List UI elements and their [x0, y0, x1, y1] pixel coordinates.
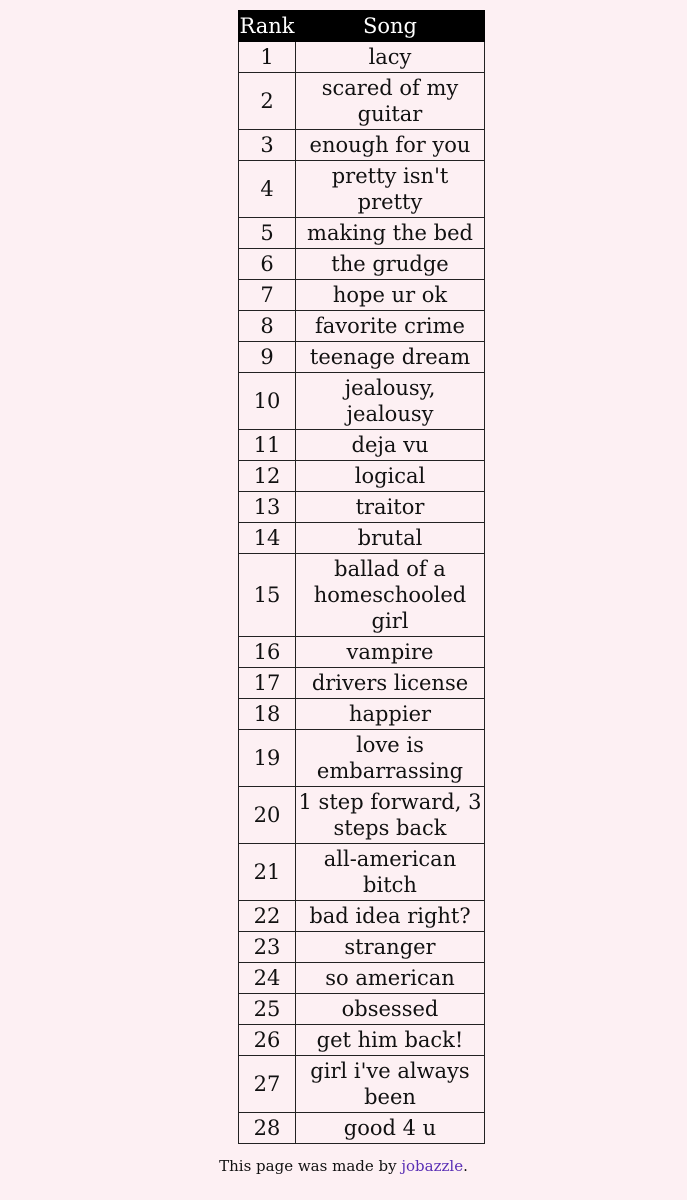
table-row	[239, 668, 485, 699]
rank-cell: 11	[239, 430, 296, 461]
song-cell: happier	[296, 699, 485, 730]
rank-cell: 1	[239, 42, 296, 73]
song-cell: stranger	[296, 932, 485, 963]
song-cell: enough for you	[296, 130, 485, 161]
footer-suffix: .	[463, 1157, 468, 1175]
rank-cell: 23	[239, 932, 296, 963]
table-row	[239, 1056, 485, 1113]
song-cell: good 4 u	[296, 1113, 485, 1144]
table-body	[239, 42, 485, 1144]
table-row	[239, 373, 485, 430]
table-row	[239, 730, 485, 787]
rank-cell: 14	[239, 523, 296, 554]
rank-cell: 5	[239, 218, 296, 249]
rank-cell: 2	[239, 73, 296, 130]
table-row	[239, 342, 485, 373]
rank-cell: 4	[239, 161, 296, 218]
song-cell: teenage dream	[296, 342, 485, 373]
song-cell: making the bed	[296, 218, 485, 249]
song-cell: brutal	[296, 523, 485, 554]
author-link[interactable]: jobazzle	[401, 1157, 464, 1175]
rank-cell: 7	[239, 280, 296, 311]
song-cell: the grudge	[296, 249, 485, 280]
song-cell: vampire	[296, 637, 485, 668]
table-row	[239, 699, 485, 730]
table-row	[239, 844, 485, 901]
rank-cell: 12	[239, 461, 296, 492]
rank-cell: 9	[239, 342, 296, 373]
song-cell: get him back!	[296, 1025, 485, 1056]
table-row	[239, 280, 485, 311]
song-cell: jealousy, jealousy	[296, 373, 485, 430]
table-row	[239, 994, 485, 1025]
table-row	[239, 554, 485, 637]
table-row	[239, 963, 485, 994]
rank-cell: 18	[239, 699, 296, 730]
song-cell: lacy	[296, 42, 485, 73]
rank-cell: 8	[239, 311, 296, 342]
rank-cell: 17	[239, 668, 296, 699]
song-cell: obsessed	[296, 994, 485, 1025]
footer-text: This page was made by	[219, 1157, 402, 1175]
song-column-header: Song	[296, 11, 485, 42]
table-row	[239, 492, 485, 523]
rank-cell: 26	[239, 1025, 296, 1056]
rank-cell: 13	[239, 492, 296, 523]
song-cell: so american	[296, 963, 485, 994]
rank-cell: 22	[239, 901, 296, 932]
song-cell: drivers license	[296, 668, 485, 699]
song-cell: traitor	[296, 492, 485, 523]
rank-cell: 10	[239, 373, 296, 430]
song-cell: logical	[296, 461, 485, 492]
song-cell: 1 step forward, 3 steps back	[296, 787, 485, 844]
song-cell: pretty isn't pretty	[296, 161, 485, 218]
ranking-table	[238, 10, 485, 1144]
song-cell: hope ur ok	[296, 280, 485, 311]
rank-cell: 24	[239, 963, 296, 994]
song-cell: love is embarrassing	[296, 730, 485, 787]
rank-cell: 19	[239, 730, 296, 787]
table-row	[239, 787, 485, 844]
rank-cell: 6	[239, 249, 296, 280]
footer	[0, 1156, 687, 1176]
rank-cell: 16	[239, 637, 296, 668]
rank-cell: 25	[239, 994, 296, 1025]
rank-cell: 3	[239, 130, 296, 161]
song-cell: bad idea right?	[296, 901, 485, 932]
rank-column-header: Rank	[239, 11, 296, 42]
table-row	[239, 932, 485, 963]
rank-cell: 20	[239, 787, 296, 844]
table-row	[239, 161, 485, 218]
song-cell: girl i've always been	[296, 1056, 485, 1113]
table-row	[239, 218, 485, 249]
table-row	[239, 249, 485, 280]
table-row	[239, 637, 485, 668]
table-row	[239, 42, 485, 73]
rank-cell: 27	[239, 1056, 296, 1113]
song-cell: favorite crime	[296, 311, 485, 342]
rank-cell: 15	[239, 554, 296, 637]
song-cell: scared of my guitar	[296, 73, 485, 130]
table-row	[239, 311, 485, 342]
table-row	[239, 130, 485, 161]
rank-cell: 28	[239, 1113, 296, 1144]
table-row	[239, 523, 485, 554]
rank-cell: 21	[239, 844, 296, 901]
table-header-row	[239, 11, 485, 42]
song-cell: all-american bitch	[296, 844, 485, 901]
table-row	[239, 461, 485, 492]
table-row	[239, 73, 485, 130]
table-row	[239, 1113, 485, 1144]
table-row	[239, 901, 485, 932]
table-row	[239, 430, 485, 461]
song-cell: deja vu	[296, 430, 485, 461]
table-row	[239, 1025, 485, 1056]
song-cell: ballad of a homeschooled girl	[296, 554, 485, 637]
